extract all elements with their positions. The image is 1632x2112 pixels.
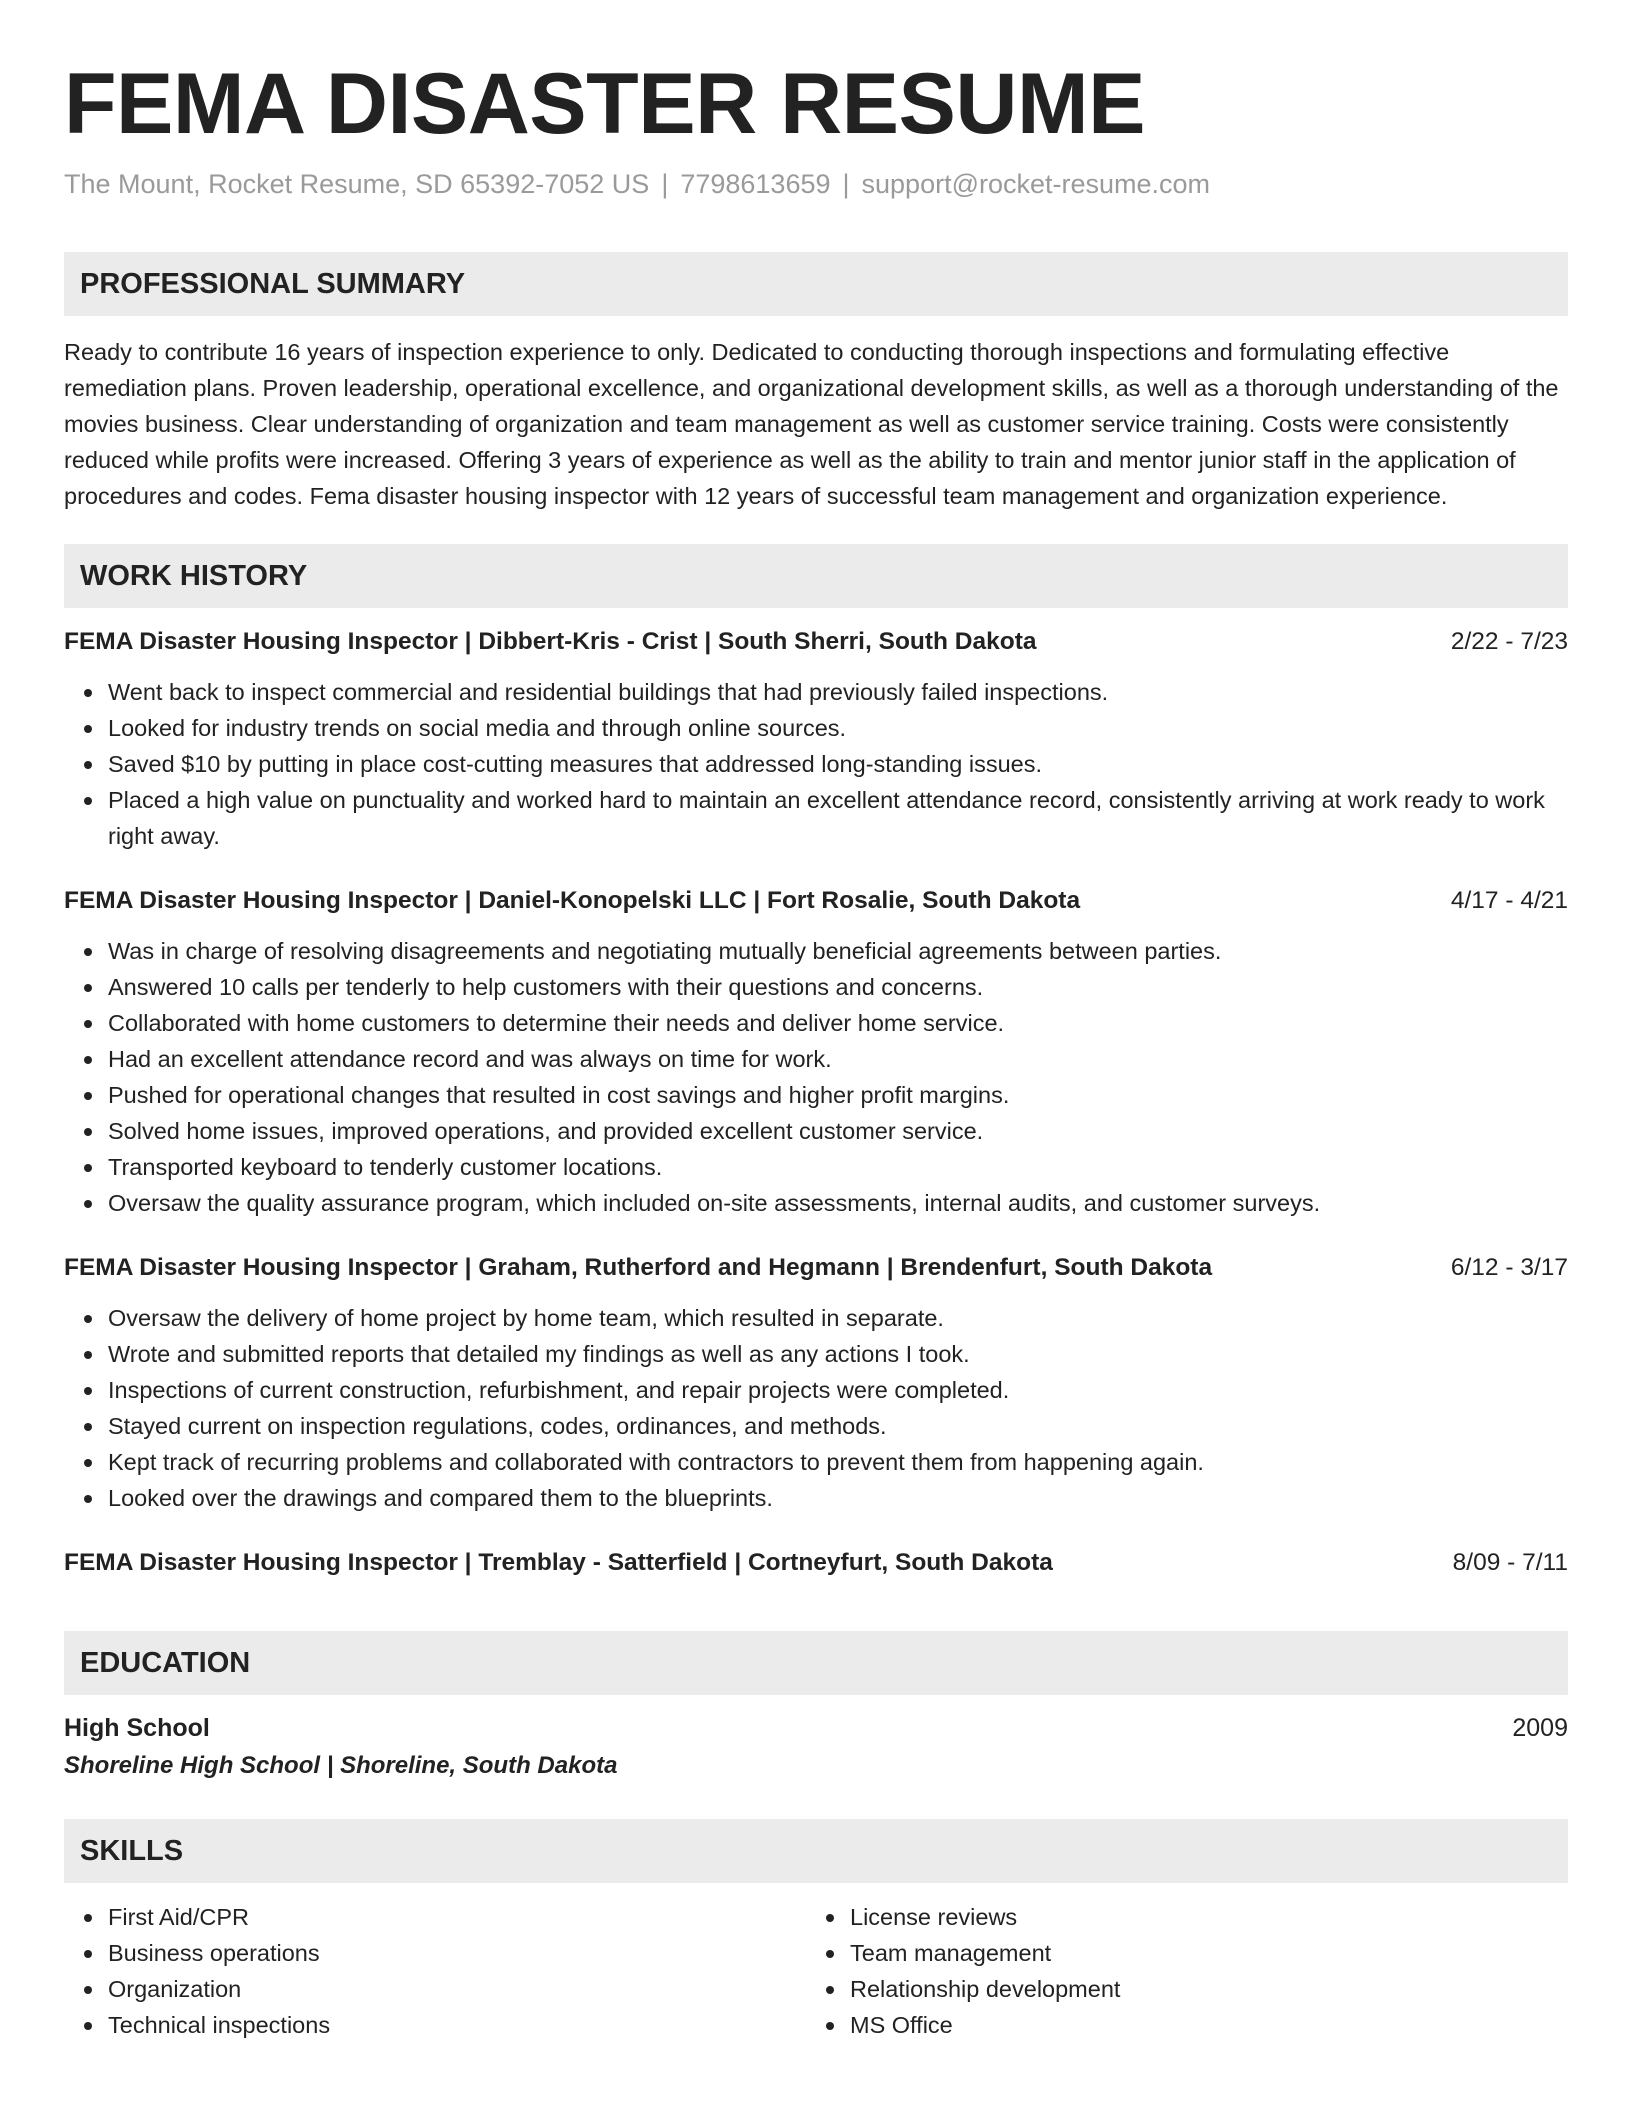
job-dates: 6/12 - 3/17	[1450, 1254, 1568, 1281]
job-entry	[64, 1545, 1568, 1581]
list-item: Had an excellent attendance record and was always on time for work.	[108, 1041, 1568, 1077]
contact-phone: 7798613659	[680, 169, 831, 199]
section-header-summary: PROFESSIONAL SUMMARY	[64, 252, 1568, 316]
job-title: FEMA Disaster Housing Inspector | Graham, Rutherford and Hegmann | Brendenfurt, South Dakota	[64, 1254, 1213, 1281]
job-dates: 2/22 - 7/23	[1450, 628, 1568, 655]
job-title: FEMA Disaster Housing Inspector | Daniel-Konopelski LLC | Fort Rosalie, South Dakota	[64, 887, 1081, 914]
job-entry	[64, 883, 1568, 1221]
skills-column-right	[806, 1899, 1548, 2043]
list-item: Solved home issues, improved operations, and provided excellent customer service.	[108, 1113, 1568, 1149]
skill-item: First Aid/CPR	[108, 1899, 806, 1935]
skills-bullets	[806, 1899, 1548, 2043]
skill-item: Technical inspections	[108, 2007, 806, 2043]
job-header	[64, 1545, 1568, 1581]
contact-line	[64, 166, 1568, 202]
job-title: FEMA Disaster Housing Inspector | Dibbert-Kris - Crist | South Sherri, South Dakota	[64, 628, 1037, 655]
list-item: Oversaw the delivery of home project by home team, which resulted in separate.	[108, 1300, 1568, 1336]
contact-email: support@rocket-resume.com	[861, 169, 1211, 199]
skill-item: Organization	[108, 1971, 806, 2007]
contact-separator: |	[842, 169, 850, 199]
education-entry	[64, 1709, 1568, 1785]
skill-item: MS Office	[850, 2007, 1548, 2043]
resume-name: FEMA DISASTER RESUME	[64, 56, 1145, 152]
job-title: FEMA Disaster Housing Inspector | Tremblay - Satterfield | Cortneyfurt, South Dakota	[64, 1549, 1053, 1576]
skills-bullets	[64, 1899, 806, 2043]
skill-item: Relationship development	[850, 1971, 1548, 2007]
list-item: Placed a high value on punctuality and worked hard to maintain an excellent attendance record, consistently arriving at work ready to work right away.	[108, 782, 1568, 854]
list-item: Transported keyboard to tenderly customer locations.	[108, 1149, 1568, 1185]
list-item: Inspections of current construction, refurbishment, and repair projects were completed.	[108, 1372, 1568, 1408]
skill-item: Business operations	[108, 1935, 806, 1971]
list-item: Looked for industry trends on social media and through online sources.	[108, 710, 1568, 746]
job-header	[64, 624, 1568, 660]
education-header	[64, 1709, 1568, 1747]
list-item: Was in charge of resolving disagreements and negotiating mutually beneficial agreements between parties.	[108, 933, 1568, 969]
job-dates: 8/09 - 7/11	[1452, 1549, 1568, 1576]
job-entry	[64, 1250, 1568, 1516]
list-item: Answered 10 calls per tenderly to help customers with their questions and concerns.	[108, 969, 1568, 1005]
job-bullets	[64, 1300, 1568, 1516]
contact-address: The Mount, Rocket Resume, SD 65392-7052 US	[64, 169, 650, 199]
list-item: Pushed for operational changes that resulted in cost savings and higher profit margins.	[108, 1077, 1568, 1113]
job-bullets	[64, 674, 1568, 854]
skill-item: License reviews	[850, 1899, 1548, 1935]
job-header	[64, 1250, 1568, 1286]
list-item: Oversaw the quality assurance program, which included on-site assessments, internal audits, and customer surveys.	[108, 1185, 1568, 1221]
list-item: Went back to inspect commercial and residential buildings that had previously failed inspections.	[108, 674, 1568, 710]
list-item: Stayed current on inspection regulations, codes, ordinances, and methods.	[108, 1408, 1568, 1444]
skills-list	[64, 1899, 1568, 2043]
job-bullets	[64, 933, 1568, 1221]
contact-separator: |	[661, 169, 669, 199]
skills-column-left	[64, 1899, 806, 2043]
resume-page	[64, 52, 1568, 2043]
list-item: Kept track of recurring problems and collaborated with contractors to prevent them from happening again.	[108, 1444, 1568, 1480]
section-header-skills: SKILLS	[64, 1819, 1568, 1883]
skill-item: Team management	[850, 1935, 1548, 1971]
list-item: Wrote and submitted reports that detailed my findings as well as any actions I took.	[108, 1336, 1568, 1372]
list-item: Saved $10 by putting in place cost-cutting measures that addressed long-standing issues.	[108, 746, 1568, 782]
summary-text: Ready to contribute 16 years of inspection experience to only. Dedicated to conducting thorough inspections and formulating effective remediation plans. Proven leadership, operational excellence, and organizational development skills, as well as a thorough understanding of the movies business. Clear understanding of organization and team management as well as customer service training. Costs were consistently reduced while profits were increased. Offering 3 years of experience as well as the ability to train and mentor junior staff in the application of procedures and codes. Fema disaster housing inspector with 12 years of successful team management and organization experience.	[64, 339, 1559, 509]
list-item: Collaborated with home customers to determine their needs and deliver home service.	[108, 1005, 1568, 1041]
education-year: 2009	[1512, 1714, 1568, 1742]
section-header-work-history: WORK HISTORY	[64, 544, 1568, 608]
education-degree: High School	[64, 1714, 210, 1742]
job-header	[64, 883, 1568, 919]
education-school: Shoreline High School | Shoreline, South Dakota	[64, 1752, 618, 1779]
job-dates: 4/17 - 4/21	[1450, 887, 1568, 914]
list-item: Looked over the drawings and compared them to the blueprints.	[108, 1480, 1568, 1516]
section-header-education: EDUCATION	[64, 1631, 1568, 1695]
job-entry	[64, 624, 1568, 854]
